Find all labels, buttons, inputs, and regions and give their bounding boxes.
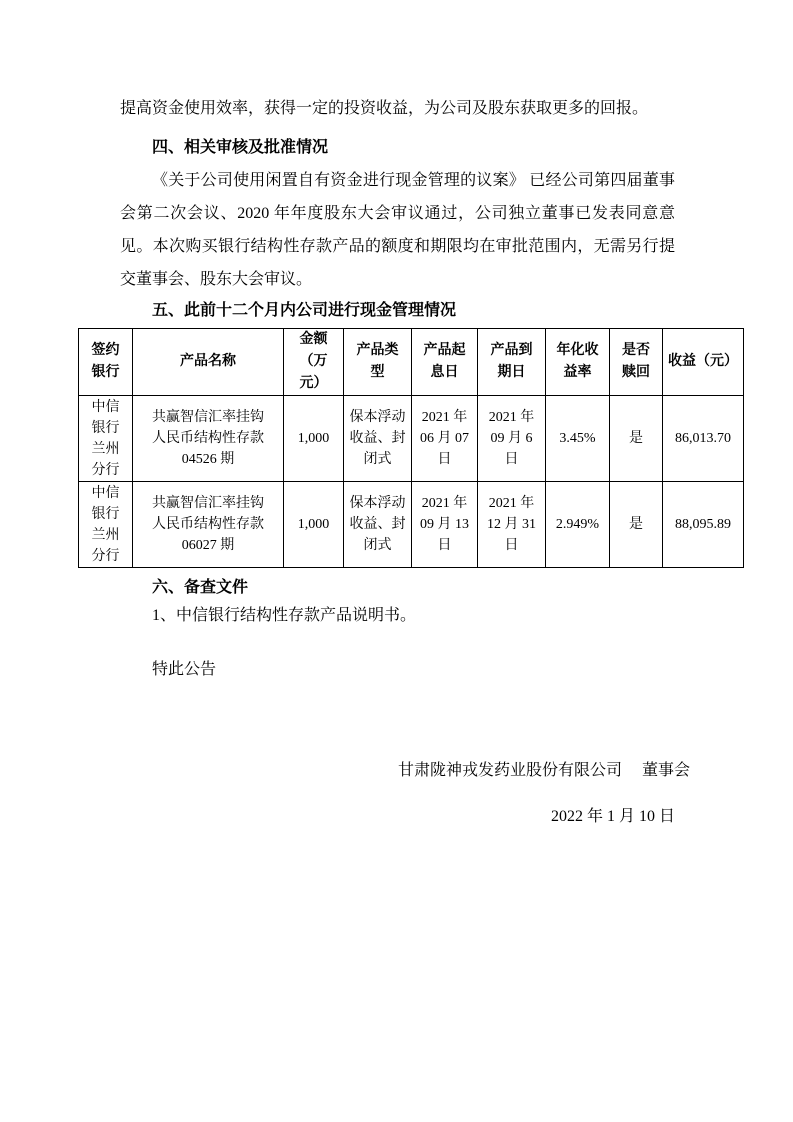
cell-annual-yield: 2.949% xyxy=(546,482,610,568)
cell-bank: 中信银行兰州分行 xyxy=(79,482,133,568)
col-header-maturity-date: 产品到期日 xyxy=(478,329,546,396)
col-header-bank: 签约银行 xyxy=(79,329,133,396)
col-header-amount: 金额（万元） xyxy=(284,329,344,396)
cell-maturity-date: 2021 年 09 月 6 日 xyxy=(478,396,546,482)
cell-start-date: 2021 年 09 月 13 日 xyxy=(412,482,478,568)
cash-management-table xyxy=(78,328,744,568)
closing-statement: 特此公告 xyxy=(152,661,217,678)
cell-maturity-date: 2021 年 12 月 31 日 xyxy=(478,482,546,568)
section4-paragraph: 《关于公司使用闲置自有资金进行现金管理的议案》 已经公司第四届董事会第二次会议、2020 年年度股东大会审议通过，公司独立董事已发表同意意见。本次购买银行结构性存款产品的额度和期限均在审批范围内，无需另行提交董事会、股东大会审议。 xyxy=(120,172,675,288)
cell-bank: 中信银行兰州分行 xyxy=(79,396,133,482)
table-header-row xyxy=(79,329,744,396)
cell-product-type: 保本浮动收益、封闭式 xyxy=(344,396,412,482)
section5-heading: 五、此前十二个月内公司进行现金管理情况 xyxy=(152,302,457,319)
col-header-redeemed: 是否赎回 xyxy=(610,329,663,396)
cell-product-name: 共赢智信汇率挂钩人民币结构性存款04526 期 xyxy=(133,396,284,482)
cell-income: 86,013.70 xyxy=(663,396,744,482)
col-header-income: 收益（元） xyxy=(663,329,744,396)
table-row xyxy=(79,482,744,568)
cell-redeemed: 是 xyxy=(610,396,663,482)
cell-redeemed: 是 xyxy=(610,482,663,568)
cell-amount: 1,000 xyxy=(284,482,344,568)
intro-paragraph: 提高资金使用效率，获得一定的投资收益，为公司及股东获取更多的回报。 xyxy=(120,100,649,117)
section6-item: 1、中信银行结构性存款产品说明书。 xyxy=(152,607,417,624)
cell-product-name: 共赢智信汇率挂钩人民币结构性存款06027 期 xyxy=(133,482,284,568)
section6-heading: 六、备查文件 xyxy=(152,579,249,596)
col-header-product-name: 产品名称 xyxy=(133,329,284,396)
company-signature: 甘肃陇神戎发药业股份有限公司 董事会 xyxy=(397,762,690,779)
col-header-start-date: 产品起息日 xyxy=(412,329,478,396)
cell-income: 88,095.89 xyxy=(663,482,744,568)
cell-product-type: 保本浮动收益、封闭式 xyxy=(344,482,412,568)
section4-heading: 四、相关审核及批准情况 xyxy=(152,139,329,156)
table-row xyxy=(79,396,744,482)
cell-amount: 1,000 xyxy=(284,396,344,482)
announcement-date: 2022 年 1 月 10 日 xyxy=(550,808,675,825)
cell-annual-yield: 3.45% xyxy=(546,396,610,482)
col-header-annual-yield: 年化收益率 xyxy=(546,329,610,396)
cell-start-date: 2021 年 06 月 07 日 xyxy=(412,396,478,482)
col-header-product-type: 产品类型 xyxy=(344,329,412,396)
